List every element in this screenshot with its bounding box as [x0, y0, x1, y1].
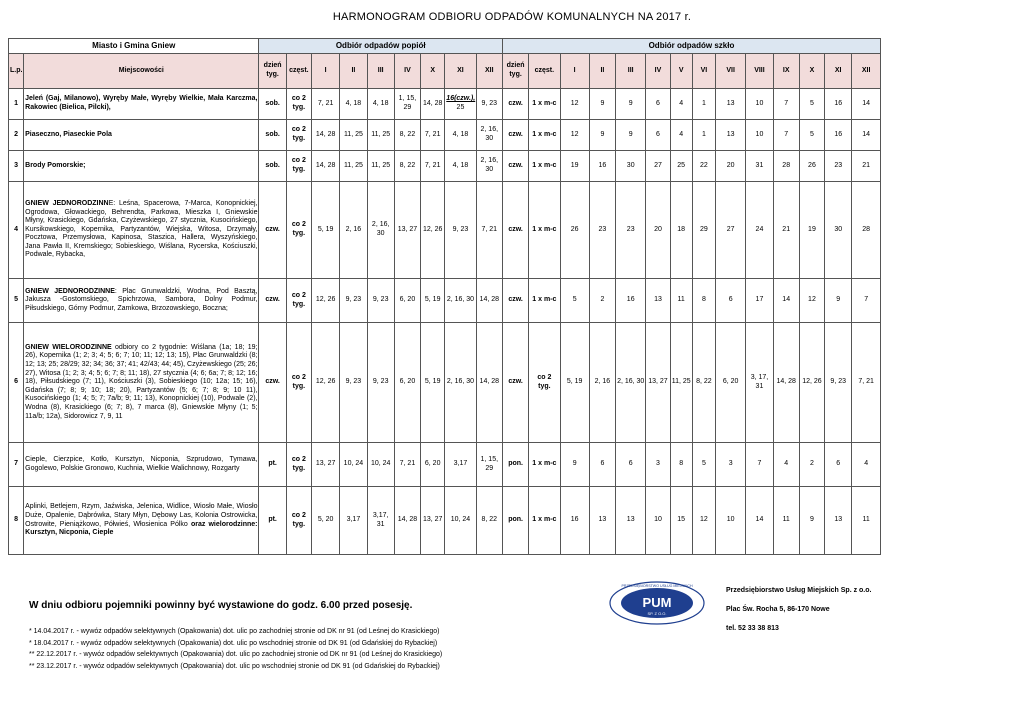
glass-date-cell: 11 — [670, 279, 692, 323]
glass-date-cell: 19 — [560, 151, 589, 182]
glass-date-cell: 23 — [616, 182, 646, 279]
pum-logo — [608, 580, 706, 626]
lp-header: L.p. — [9, 54, 24, 89]
glass-freq-header: częst. — [529, 54, 560, 89]
glass-date-cell: 8 — [670, 443, 692, 487]
ash-day: czw. — [259, 323, 286, 443]
locations-bold: GNIEW JEDNORODZINN — [25, 199, 109, 207]
row-locations — [24, 323, 259, 443]
ash-day: pt. — [259, 487, 286, 555]
ash-date-cell: 9, 23 — [340, 323, 367, 443]
footnote: * 18.04.2017 r. - wywóz odpadów selektywnych (Opakowania) dot. ulic po wschodniej stronie od DK 91 (od Gdańskiej do Rybackiej) — [29, 639, 438, 647]
glass-date-cell: 5 — [560, 279, 589, 323]
glass-month-header: VIII — [746, 54, 773, 89]
ash-date-cell: 10, 24 — [340, 443, 367, 487]
table-row — [9, 279, 881, 323]
glass-day: czw. — [502, 323, 528, 443]
glass-month-header: I — [560, 54, 589, 89]
ash-date-cell: 14, 28 — [312, 120, 340, 151]
glass-frequency: 1 x m-c — [529, 120, 560, 151]
ash-date-cell: 12, 26 — [312, 323, 340, 443]
glass-day-header: dzień tyg. — [502, 54, 528, 89]
glass-day: czw. — [502, 120, 528, 151]
glass-date-cell: 6, 20 — [716, 323, 746, 443]
glass-date-cell: 16 — [825, 120, 852, 151]
ash-date-cell: 3,17 — [445, 443, 476, 487]
ash-frequency: co 2 tyg. — [286, 89, 311, 120]
ash-date-cell: 7, 21 — [421, 120, 445, 151]
ash-date-cell: 6, 20 — [394, 279, 420, 323]
ash-date-cell: 13, 27 — [421, 487, 445, 555]
glass-day: czw. — [502, 89, 528, 120]
table-row — [9, 120, 881, 151]
ash-date-cell: 10, 24 — [367, 443, 394, 487]
glass-date-cell: 2, 16, 30 — [616, 323, 646, 443]
ash-date-cell: 1, 15, 29 — [476, 443, 502, 487]
ash-day: czw. — [259, 279, 286, 323]
company-phone: tel. 52 33 38 813 — [726, 625, 779, 632]
ash-date-cell: 13, 27 — [394, 182, 420, 279]
ash-date-cell: 7, 21 — [476, 182, 502, 279]
glass-date-cell: 27 — [716, 182, 746, 279]
ash-date-cell: 14, 28 — [394, 487, 420, 555]
ash-date-cell: 7, 21 — [394, 443, 420, 487]
glass-date-cell: 26 — [560, 182, 589, 279]
glass-date-cell: 8, 22 — [692, 323, 715, 443]
glass-date-cell: 13 — [716, 89, 746, 120]
glass-date-cell: 7 — [773, 89, 799, 120]
footnote: * 14.04.2017 r. - wywóz odpadów selektywnych (Opakowania) dot. ulic po zachodniej stronie od DK nr 91 (od Leśnej do Krasickiego) — [29, 628, 440, 635]
ash-month-header: I — [312, 54, 340, 89]
glass-date-cell: 10 — [746, 89, 773, 120]
ash-date-cell: 14, 28 — [476, 279, 502, 323]
glass-date-cell: 3 — [646, 443, 670, 487]
ash-month-header: X — [421, 54, 445, 89]
glass-date-cell: 24 — [746, 182, 773, 279]
svg-text:PRZEDSIĘBIORSTWO USŁUG MIEJSKI: PRZEDSIĘBIORSTWO USŁUG MIEJSKICH — [621, 584, 693, 588]
locations-text: Jeleń (Gaj, Milanowo), Wyręby Małe, Wyręby Wielkie, Mała Karczma, Rakowiec (Bielica, Pilcki), — [25, 95, 258, 111]
table-row — [9, 182, 881, 279]
ash-frequency: co 2 tyg. — [286, 182, 311, 279]
table-row — [9, 323, 881, 443]
city-header: Miasto i Gmina Gniew — [9, 39, 259, 54]
collection-notice: W dniu odbioru pojemniki powinny być wystawione do godz. 6.00 przed posesję. — [29, 600, 413, 611]
glass-date-cell: 5 — [692, 443, 715, 487]
row-number: 8 — [9, 487, 24, 555]
ash-day: sob. — [259, 151, 286, 182]
locations-text: E: Leśna, Spacerowa, 7-Marca, Konopnickiej, Ogrodowa, Głowackiego, Behrendta, Parkowa, Mieszka I, Gniewskie Młyny, Krasickiego, Gdańska, Czyżewskiego, 27 stycznia, Kusocińskiego, Kursikowskiego, Kopernika, Partyzantów, Wiejska, Witosa, Drzymały, Pocztowa, Przemysłowa, Kapinosa, Staszica, Hallera, Wyszyńskiego, Jana Pawła II, Kremskiego; Sobieskiego, Wiślana, Rycerska, Kościuszki, Podwale, Rybacka, — [25, 199, 258, 259]
locations-text: odbiory co 2 tygodnie: Wiślana (1a; 18; 19; 26), Kopernika (1; 2; 3; 4; 5; 6; 7; 10; 11; 12; 13; 15), Plac Grunwaldzki (8; 12; 13; 25; 28/29; 32; 34; 36; 37; 41; 42/43; 44; 45), Czyżewskiego (25; 26; 27), Witosa (1; 2; 3; 4; 5; 6; 7; 8; 11; 18), 27 stycznia (4; 6; 6a; 7; 8; 12; 16; 18), Piłsudskiego (7; 11), Kościuszki (3), Sobieskiego (10; 12a; 15; 16), Gdańska (7; 8; 9; 10; 18; 20), Partyzantów (5; 6; 7; 8; 9; 10 11), Kusocińskiego (1; 4; 5; 7; 7a/b; 9; 11; 13), Konopnickiej (10), Podwale (2), Wodna (8), Krasickiego (6; 7; 8), 7 marca (8), Gniewskie Młyny (1; 5; 11a/b; 12a), Sidorowicz 7, 9, 11 — [25, 343, 258, 420]
ash-date-cell: 5, 19 — [421, 323, 445, 443]
glass-date-cell: 4 — [670, 120, 692, 151]
glass-date-cell: 20 — [716, 151, 746, 182]
ash-date-cell: 4, 18 — [445, 120, 476, 151]
glass-date-cell: 2 — [799, 443, 824, 487]
row-number: 2 — [9, 120, 24, 151]
row-number: 6 — [9, 323, 24, 443]
ash-date-cell: 2, 16 — [340, 182, 367, 279]
ash-date-cell: 1, 15, 29 — [394, 89, 420, 120]
glass-day: czw. — [502, 182, 528, 279]
glass-date-cell: 6 — [646, 89, 670, 120]
glass-date-cell: 2, 16 — [589, 323, 615, 443]
glass-date-cell: 7 — [746, 443, 773, 487]
glass-date-cell: 10 — [716, 487, 746, 555]
ash-date-cell: 16(czw.), 25 — [445, 89, 476, 120]
table-row — [9, 487, 881, 555]
glass-frequency: 1 x m-c — [529, 487, 560, 555]
glass-date-cell: 12 — [799, 279, 824, 323]
glass-date-cell: 25 — [670, 151, 692, 182]
glass-date-cell: 26 — [799, 151, 824, 182]
glass-month-header: X — [799, 54, 824, 89]
ash-date-cell: 2, 16, 30 — [445, 323, 476, 443]
ash-date-cell: 14, 28 — [476, 323, 502, 443]
ash-date-cell: 2, 16, 30 — [445, 279, 476, 323]
glass-date-cell: 30 — [825, 182, 852, 279]
ash-date-cell: 3,17, 31 — [367, 487, 394, 555]
table-row — [9, 443, 881, 487]
row-locations — [24, 89, 259, 120]
glass-date-cell: 16 — [589, 151, 615, 182]
glass-month-header: IV — [646, 54, 670, 89]
glass-date-cell: 4 — [852, 443, 881, 487]
glass-date-cell: 18 — [670, 182, 692, 279]
company-info — [726, 585, 871, 642]
ash-date-cell: 2, 16, 30 — [367, 182, 394, 279]
footnotes — [29, 626, 442, 672]
glass-date-cell: 16 — [560, 487, 589, 555]
ash-date-cell: 6, 20 — [394, 323, 420, 443]
row-number: 7 — [9, 443, 24, 487]
glass-date-cell: 7 — [773, 120, 799, 151]
ash-frequency: co 2 tyg. — [286, 151, 311, 182]
ash-date-cell: 4, 18 — [445, 151, 476, 182]
glass-date-cell: 21 — [852, 151, 881, 182]
glass-date-cell: 6 — [589, 443, 615, 487]
glass-date-cell: 29 — [692, 182, 715, 279]
locations-bold: GNIEW WIELORODZINNE — [25, 343, 112, 351]
glass-month-header: VI — [692, 54, 715, 89]
glass-date-cell: 30 — [616, 151, 646, 182]
glass-date-cell: 8 — [692, 279, 715, 323]
glass-date-cell: 13 — [589, 487, 615, 555]
svg-text:PUM: PUM — [642, 595, 672, 610]
glass-frequency: co 2 tyg. — [529, 323, 560, 443]
glass-date-cell: 13 — [616, 487, 646, 555]
ash-date-cell: 11, 25 — [340, 151, 367, 182]
glass-frequency: 1 x m-c — [529, 89, 560, 120]
glass-date-cell: 16 — [616, 279, 646, 323]
row-locations — [24, 151, 259, 182]
ash-date-cell: 10, 24 — [445, 487, 476, 555]
glass-date-cell: 2 — [589, 279, 615, 323]
locations-text: Piaseczno, Piaseckie Pola — [25, 130, 112, 138]
ash-date-cell: 5, 19 — [312, 182, 340, 279]
glass-date-cell: 7, 21 — [852, 323, 881, 443]
glass-date-cell: 10 — [646, 487, 670, 555]
ash-frequency: co 2 tyg. — [286, 120, 311, 151]
glass-month-header: II — [589, 54, 615, 89]
glass-date-cell: 6 — [716, 279, 746, 323]
glass-date-cell: 12, 26 — [799, 323, 824, 443]
glass-date-cell: 12 — [560, 89, 589, 120]
ash-date-cell: 4, 18 — [367, 89, 394, 120]
glass-date-cell: 13 — [825, 487, 852, 555]
glass-date-cell: 16 — [825, 89, 852, 120]
glass-date-cell: 13, 27 — [646, 323, 670, 443]
ash-date-cell: 13, 27 — [312, 443, 340, 487]
schedule-table — [8, 38, 881, 555]
glass-date-cell: 23 — [589, 182, 615, 279]
locations-text: Cieple, Cierzpice, Kotło, Kursztyn, Nicponia, Szprudowo, Tymawa, Gogolewo, Polskie Gronowo, Kuchnia, Wielkie Walichnowy, Rozgarty — [25, 455, 258, 472]
ash-date-cell: 9, 23 — [445, 182, 476, 279]
glass-date-cell: 3, 17, 31 — [746, 323, 773, 443]
glass-date-cell: 17 — [746, 279, 773, 323]
glass-month-header: III — [616, 54, 646, 89]
ash-date-cell: 11, 25 — [367, 151, 394, 182]
page-title: HARMONOGRAM ODBIORU ODPADÓW KOMUNALNYCH NA 2017 r. — [332, 11, 692, 23]
ash-day-header: dzień tyg. — [259, 54, 286, 89]
glass-date-cell: 6 — [825, 443, 852, 487]
glass-frequency: 1 x m-c — [529, 151, 560, 182]
row-number: 3 — [9, 151, 24, 182]
row-number: 5 — [9, 279, 24, 323]
glass-date-cell: 9 — [825, 279, 852, 323]
glass-date-cell: 11 — [852, 487, 881, 555]
company-name: Przedsiębiorstwo Usług Miejskich Sp. z o.o. — [726, 587, 872, 594]
glass-date-cell: 28 — [852, 182, 881, 279]
glass-date-cell: 5 — [799, 120, 824, 151]
ash-date-cell: 11, 25 — [367, 120, 394, 151]
ash-date-cell: 14, 28 — [312, 151, 340, 182]
ash-date-cell: 7, 21 — [421, 151, 445, 182]
ash-date-cell: 4, 18 — [340, 89, 367, 120]
ash-date-cell: 9, 23 — [476, 89, 502, 120]
ash-freq-header: częst. — [286, 54, 311, 89]
ash-month-header: XI — [445, 54, 476, 89]
ash-date-cell: 9, 23 — [367, 279, 394, 323]
glass-date-cell: 9, 23 — [825, 323, 852, 443]
glass-date-cell: 23 — [825, 151, 852, 182]
glass-frequency: 1 x m-c — [529, 182, 560, 279]
row-locations — [24, 443, 259, 487]
ash-date-cell: 7, 21 — [312, 89, 340, 120]
glass-date-cell: 13 — [646, 279, 670, 323]
ash-day: sob. — [259, 89, 286, 120]
locations-header: Miejscowości — [24, 54, 259, 89]
glass-date-cell: 20 — [646, 182, 670, 279]
ash-date-cell: 14, 28 — [421, 89, 445, 120]
ash-month-header: II — [340, 54, 367, 89]
table-row — [9, 151, 881, 182]
ash-date-cell: 6, 20 — [421, 443, 445, 487]
ash-day: czw. — [259, 182, 286, 279]
ash-date-cell: 3,17 — [340, 487, 367, 555]
glass-day: czw. — [502, 151, 528, 182]
glass-date-cell: 4 — [670, 89, 692, 120]
glass-date-cell: 28 — [773, 151, 799, 182]
glass-date-cell: 13 — [716, 120, 746, 151]
glass-group-header: Odbiór odpadów szkło — [502, 39, 880, 54]
table-row — [9, 89, 881, 120]
row-locations — [24, 120, 259, 151]
ash-date-cell: 12, 26 — [421, 182, 445, 279]
ash-date-cell: 5, 20 — [312, 487, 340, 555]
ash-month-header: IV — [394, 54, 420, 89]
glass-date-cell: 1 — [692, 89, 715, 120]
locations-tail: oraz wielorodzinne: Kursztyn, Nicponia, Cieple — [25, 520, 258, 537]
ash-date-cell: 2, 16, 30 — [476, 151, 502, 182]
glass-month-header: V — [670, 54, 692, 89]
row-locations — [24, 279, 259, 323]
glass-date-cell: 4 — [773, 443, 799, 487]
glass-date-cell: 7 — [852, 279, 881, 323]
glass-date-cell: 5, 19 — [560, 323, 589, 443]
glass-date-cell: 12 — [692, 487, 715, 555]
glass-date-cell: 31 — [746, 151, 773, 182]
glass-month-header: VII — [716, 54, 746, 89]
glass-month-header: XII — [852, 54, 881, 89]
ash-day: sob. — [259, 120, 286, 151]
glass-frequency: 1 x m-c — [529, 443, 560, 487]
glass-date-cell: 12 — [560, 120, 589, 151]
row-locations — [24, 182, 259, 279]
glass-date-cell: 14 — [852, 120, 881, 151]
glass-date-cell: 9 — [799, 487, 824, 555]
glass-date-cell: 11, 25 — [670, 323, 692, 443]
glass-date-cell: 9 — [616, 120, 646, 151]
glass-date-cell: 9 — [560, 443, 589, 487]
ash-date-cell: 8, 22 — [394, 120, 420, 151]
ash-month-header: III — [367, 54, 394, 89]
ash-frequency: co 2 tyg. — [286, 279, 311, 323]
ash-group-header: Odbiór odpadów popiół — [259, 39, 502, 54]
locations-text: Aplinki, Betlejem, Rzym, Jaźwiska, Jelenica, Widlice, Wiosło Małe, Wiosło Duże, Opalenie, Dąbrówka, Stary Młyn, Dębowy Las, Kolonia Ostrowicka, Ostrowite, Pieniążkowo, Półwieś, Włosienica Pólko — [25, 503, 258, 528]
ash-month-header: XII — [476, 54, 502, 89]
ash-frequency: co 2 tyg. — [286, 323, 311, 443]
footnote: ** 22.12.2017 r. - wywóz odpadów selektywnych (Opakowania) dot. ulic po zachodniej stronie od DK nr 91 (od Leśnej do Krasickiego) — [29, 651, 443, 659]
glass-date-cell: 19 — [799, 182, 824, 279]
ash-date-cell: 9, 23 — [340, 279, 367, 323]
ash-frequency: co 2 tyg. — [286, 487, 311, 555]
glass-day: czw. — [502, 279, 528, 323]
ash-date-cell: 11, 25 — [340, 120, 367, 151]
row-number: 4 — [9, 182, 24, 279]
ash-day: pt. — [259, 443, 286, 487]
glass-date-cell: 27 — [646, 151, 670, 182]
glass-date-cell: 21 — [773, 182, 799, 279]
row-number: 1 — [9, 89, 24, 120]
row-locations — [24, 487, 259, 555]
glass-date-cell: 11 — [773, 487, 799, 555]
glass-date-cell: 3 — [716, 443, 746, 487]
glass-date-cell: 10 — [746, 120, 773, 151]
glass-month-header: XI — [825, 54, 852, 89]
glass-day: pon. — [502, 443, 528, 487]
glass-date-cell: 5 — [799, 89, 824, 120]
ash-frequency: co 2 tyg. — [286, 443, 311, 487]
locations-text: : Plac Grunwaldzki, Wodna, Pod Basztą, Jakusza -Gostomskiego, Spichrzowa, Sambora, Dolny Podmur, Piłsudskiego, Górny Podmur, Zamkowa, Brzozowskiego, Boczna; — [25, 287, 258, 312]
glass-date-cell: 9 — [589, 89, 615, 120]
locations-text: Brody Pomorskie; — [25, 161, 86, 169]
glass-date-cell: 9 — [589, 120, 615, 151]
ash-date-cell: 8, 22 — [394, 151, 420, 182]
glass-date-cell: 14 — [773, 279, 799, 323]
ash-date-cell: 8, 22 — [476, 487, 502, 555]
ash-date-cell: 5, 19 — [421, 279, 445, 323]
locations-bold: GNIEW JEDNORODZINNE — [25, 287, 115, 295]
ash-date-cell: 12, 26 — [312, 279, 340, 323]
ash-date-cell: 9, 23 — [367, 323, 394, 443]
footnote: ** 23.12.2017 r. - wywóz odpadów selektywnych (Opakowania) dot. ulic po wschodniej stronie od DK 91 (od Gdańskiej do Rybackiej) — [29, 662, 440, 670]
glass-date-cell: 15 — [670, 487, 692, 555]
company-address: Plac Św. Rocha 5, 86-170 Nowe — [726, 606, 830, 613]
glass-date-cell: 14, 28 — [773, 323, 799, 443]
glass-date-cell: 14 — [852, 89, 881, 120]
glass-frequency: 1 x m-c — [529, 279, 560, 323]
glass-date-cell: 22 — [692, 151, 715, 182]
svg-text:SP. Z O.O.: SP. Z O.O. — [647, 611, 667, 616]
glass-date-cell: 6 — [646, 120, 670, 151]
glass-day: pon. — [502, 487, 528, 555]
glass-month-header: IX — [773, 54, 799, 89]
ash-date-special: 16(czw.), — [446, 95, 476, 103]
glass-date-cell: 14 — [746, 487, 773, 555]
glass-date-cell: 1 — [692, 120, 715, 151]
glass-date-cell: 9 — [616, 89, 646, 120]
glass-date-cell: 6 — [616, 443, 646, 487]
ash-date-cell: 2, 16, 30 — [476, 120, 502, 151]
